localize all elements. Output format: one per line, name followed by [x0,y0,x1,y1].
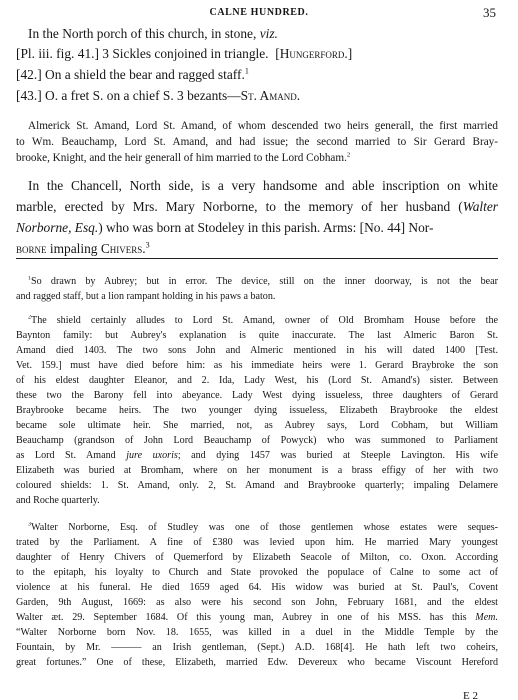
heraldry-ref: [Pl. iii. fig. 41.] [16,46,99,61]
footnote-2-line-5: of his eldest daughter Eleanor, and 2. Ida, Lady West, his (Lord St. Amand's) sister. Between [16,375,498,386]
footnote-2-line-10-italic: jure uxoris [126,450,178,461]
heraldry-ref: [43.] [16,88,42,103]
footnote-ref-1: 1 [244,67,249,76]
footnote-3-line-7 [16,612,498,623]
footnote-2-line-12: coloured shields: 1. St. Amand, only. 2, St. Amand and Braybrooke quarterly; impaling Delamere [16,480,498,491]
chancell-line-3 [16,220,498,236]
footnote-3-mark: 3 [28,522,32,528]
chancell-line-3-italic: Norborne, Esq. [16,220,99,235]
heraldry-text: On a shield the bear and ragged staff. [41,67,245,82]
chancell-line-1: In the Chancell, North side, is a very handsome and able inscription on white [28,178,498,193]
footnote-3-line-3: daughter of Henry Chivers of Quemerford by Elizabeth Seacole of Milton, co. Oxon. According [16,552,498,563]
footnote-1-mark: 1 [28,276,32,282]
heraldry-ref: [42.] [16,67,42,82]
chancell-line-4 [16,241,498,257]
page-number: 35 [483,5,496,20]
footnote-2-line-2: Baynton family: but Aubrey's explanation is quite inaccurate. The last Almeric Baron St. [16,330,498,341]
footnote-1-line-1 [28,276,498,287]
footnote-2-line-10-post: ; and dying 1457 was buried at Steeple Lavington. His wife [177,450,498,461]
heraldry-intro-text: In the North porch of this church, in stone, [28,26,260,41]
heraldry-item-42 [16,67,498,83]
chancell-line-4-sc2: Chivers. [100,241,146,256]
signature-mark: E 2 [463,690,478,700]
heraldry-item-43 [16,88,498,104]
footnote-2-line-4: Vet. 159.] must have died before him: as his immediate heirs were 1. Gerard Braybroke the son [16,360,498,371]
footnote-3-line-5: violence at his funeral. He died 1659 aged 64. His widow was buried at St. Paul's, Covent [16,582,498,593]
chancell-line-4-sc: borne [16,241,47,256]
footnote-2-line-1 [28,315,498,326]
footnote-2-line-6: these two the Barony fell into abeyance. Lady West dying issueless, three daughters of Gerard [16,390,498,401]
footnote-2-mark: 2 [28,315,32,321]
footnote-1-line-2: and ragged staff, but a lion rampant holding in his paws a baton. [16,291,276,302]
footnote-3-line-2: trated by the Parliament. A fine of £380 was levied upon him. He married Mary youngest [16,537,498,548]
footnote-2-line-13: and Roche quarterly. [16,495,100,506]
footnote-3-line-6: Garden, 9th August, 1669: as also were his second son John, February 1681, and the eldest [16,597,498,608]
heraldry-intro-viz: viz. [259,26,278,41]
footnote-3-line-7-italic: Mem. [475,612,498,623]
running-header: CALNE HUNDRED. [209,7,309,18]
almerick-line-2: to Wm. Beauchamp, Lord St. Amand, and had issue; the second married to Sir Gerard Bray- [16,136,498,148]
footnote-3-line-4: to the epitaph, his loyalty to Church and State provoked the populace of Calne to some act of [16,567,498,578]
footnote-2-line-9: Beauchamp (grandson of John Lord Beauchamp of Powyck) who was summoned to Parliament [16,435,498,446]
heraldry-text: 3 Sickles conjoined in triangle. [98,46,269,61]
heraldry-intro [28,26,498,42]
footnote-1-text: So drawn by Aubrey; but in error. The device, still on the inner doorway, is not the bear [31,276,498,287]
heraldry-family: St. Amand. [240,88,301,103]
footnote-2-line-11: Elizabeth was buried at Bromham, where on her monument is a brass effigy of her with two [16,465,498,476]
footnote-3-line-1 [28,522,498,533]
footnote-2-line-10-pre: as Lord St. Amand [16,450,127,461]
footnote-ref-2: 2 [346,152,351,159]
footnote-2-line-3: Amand died 1403. The two sons John and Almeric mentioned in his will dated 1400 [Test. [16,345,498,356]
almerick-line-3-text: brooke, Knight, and the heir generall of him married to the Lord Cobham. [16,152,347,164]
footnote-2-line-10 [16,450,498,461]
heraldry-text: O. a fret S. on a chief S. 3 bezants— [41,88,241,103]
chancell-line-3-text: ) who was born at Stodeley in this parish. Arms: [No. 44] Nor- [98,220,434,235]
footnote-2-line-8: became sole ultimate heir. She married, not, as Aubrey says, Lord Cobham, but William [16,420,498,431]
footnote-3-line-10: great fortunes.” One of these, Elizabeth, married Edw. Devereux who became Viscount Hereford [16,657,498,668]
footnote-3-line-8: “Walter Norborne born Nov. 18. 1655, was killed in a duel in the Middle Temple by the [16,627,498,638]
heraldry-item-41 [16,46,498,62]
chancell-line-2-text: marble, erected by Mrs. Mary Norborne, to the memory of her husband ( [16,199,463,214]
footnote-3-line-7-text: Walter æt. 29. September 1684. Of this young man, Aubrey in one of his MSS. has this [16,612,476,623]
footnote-2-text: The shield certainly alludes to Lord St. Amand, owner of Old Bromham House before the [31,315,498,326]
almerick-line-3 [16,152,498,164]
footnote-2-line-7: Braybrooke became heirs. The two younger dying issueless, Elizabeth Braybrooke the eldest [16,405,498,416]
heraldry-family: [Hungerford.] [275,46,353,61]
footnote-ref-3: 3 [145,241,150,250]
footnote-3-text: Walter Norborne, Esq. of Studley was one of those gentlemen whose estates were seques- [31,522,498,533]
almerick-line-1: Almerick St. Amand, Lord St. Amand, of whom descended two heirs generall, the first married [28,120,498,132]
chancell-line-2 [16,199,498,215]
footnote-divider [16,258,498,259]
chancell-line-4-text: impaling [46,241,101,256]
chancell-line-2-italic: Walter [462,199,498,214]
footnote-3-line-9: Fountain, by Mr. ——— an Irish gentleman, (Sept.) A.D. 168[4]. He hath left two coheirs, [16,642,498,653]
